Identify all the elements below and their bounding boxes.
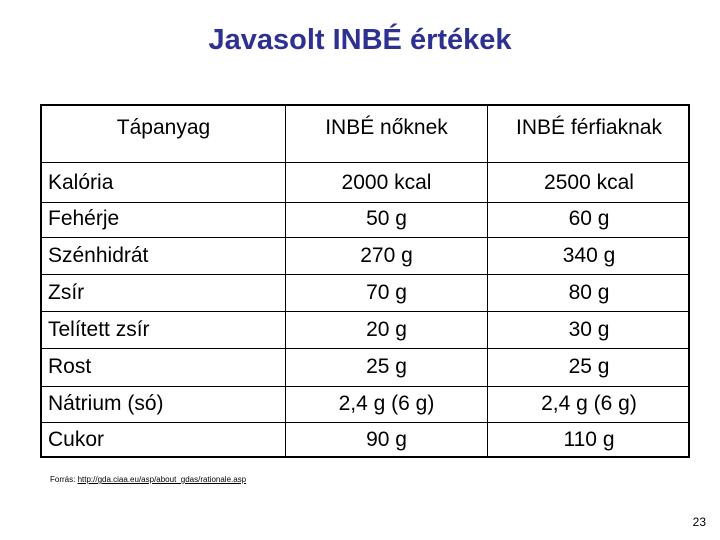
nutrient-name: Telített zsír [48, 318, 150, 341]
nutrient-name: Zsír [48, 281, 85, 304]
table-header-row [42, 106, 688, 142]
header-men: INBÉ férfiaknak [516, 116, 662, 139]
women-value: 2000 kcal [341, 171, 432, 194]
source-label: Forrás: [50, 475, 78, 484]
men-value: 30 g [568, 318, 610, 341]
women-value: 2,4 g (6 g) [338, 392, 435, 415]
nutrient-name: Fehérje [48, 207, 120, 230]
header-women: INBÉ nőknek [325, 116, 448, 139]
table-row [42, 349, 688, 385]
men-value: 80 g [568, 281, 610, 304]
table-row [42, 165, 688, 201]
nutrient-name: Kalória [48, 171, 114, 194]
table-row [42, 312, 688, 348]
men-value: 25 g [568, 355, 610, 378]
table-row [42, 422, 688, 458]
header-divider [42, 162, 688, 163]
page-number: 23 [692, 515, 706, 529]
men-value: 110 g [563, 428, 615, 451]
men-value: 2,4 g (6 g) [541, 392, 637, 415]
nutrient-name: Cukor [48, 428, 105, 451]
women-value: 70 g [366, 281, 407, 304]
table-row [42, 275, 688, 311]
slide-title: Javasolt INBÉ értékek [208, 24, 512, 56]
women-value: 50 g [366, 207, 407, 230]
source-note [50, 475, 246, 484]
men-value: 60 g [568, 207, 610, 230]
nutrient-name: Szénhidrát [48, 244, 149, 267]
nutrient-name: Rost [48, 355, 92, 378]
table-row [42, 238, 688, 274]
women-value: 25 g [366, 355, 407, 378]
nutrient-table [40, 104, 690, 458]
table-row [42, 386, 688, 422]
table-row [42, 201, 688, 237]
nutrient-name: Nátrium (só) [48, 392, 164, 415]
men-value: 2500 kcal [544, 171, 634, 194]
source-link[interactable]: http://gda.ciaa.eu/asp/about_gdas/rationale.asp [77, 475, 247, 484]
header-nutrient: Tápanyag [116, 116, 211, 139]
women-value: 90 g [366, 428, 407, 451]
women-value: 270 g [360, 244, 413, 267]
men-value: 340 g [562, 244, 616, 267]
women-value: 20 g [366, 318, 407, 341]
